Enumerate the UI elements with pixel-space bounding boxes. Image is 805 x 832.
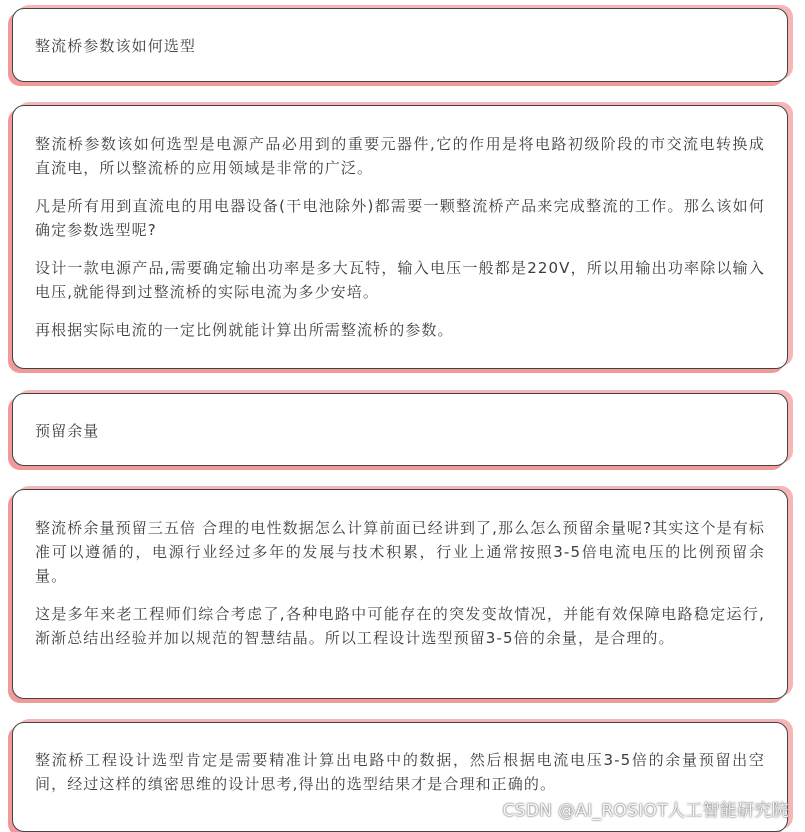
content-card: [12, 105, 788, 369]
paragraph: 设计一款电源产品,需要确定输出功率是多大瓦特，输入电压一般都是220V，所以用输出功率除以输入电压,就能得到过整流桥的实际电流为多少安培。: [35, 259, 765, 301]
paragraph: 整流桥参数该如何选型是电源产品必用到的重要元器件,它的作用是将电路初级阶段的市交流电转换成直流电，所以整流桥的应用领域是非常的广泛。: [35, 135, 765, 177]
paragraph: 这是多年来老工程师们综合考虑了,各种电路中可能存在的突发变故情况，并能有效保障电路稳定运行,渐渐总结出经验并加以规范的智慧结晶。所以工程设计选型预留3-5倍的余量，是合理的。: [35, 605, 765, 647]
paragraph: 再根据实际电流的一定比例就能计算出所需整流桥的参数。: [35, 321, 454, 339]
section-title: 整流桥参数该如何选型: [35, 37, 197, 55]
content-card: [12, 489, 788, 699]
paragraph: 整流桥工程设计选型肯定是需要精准计算出电路中的数据，然后根据电流电压3-5倍的余量预留出空间，经过这样的缜密思维的设计思考,得出的选型结果才是合理和正确的。: [35, 751, 765, 793]
section-title-card: [12, 8, 788, 82]
section-title-card: [12, 393, 788, 466]
watermark: CSDN @AI_ROSIOT人工智能研究院: [502, 801, 789, 821]
paragraph: 凡是所有用到直流电的用电器设备(干电池除外)都需要一颗整流桥产品来完成整流的工作。那么该如何确定参数选型呢?: [35, 197, 765, 239]
paragraph: 整流桥余量预留三五倍 合理的电性数据怎么计算前面已经讲到了,那么怎么预留余量呢?其实这个是有标准可以遵循的，电源行业经过多年的发展与技术积累，行业上通常按照3-5倍电流电压的比例预留余量。: [35, 519, 765, 585]
section-title: 预留余量: [35, 422, 100, 440]
